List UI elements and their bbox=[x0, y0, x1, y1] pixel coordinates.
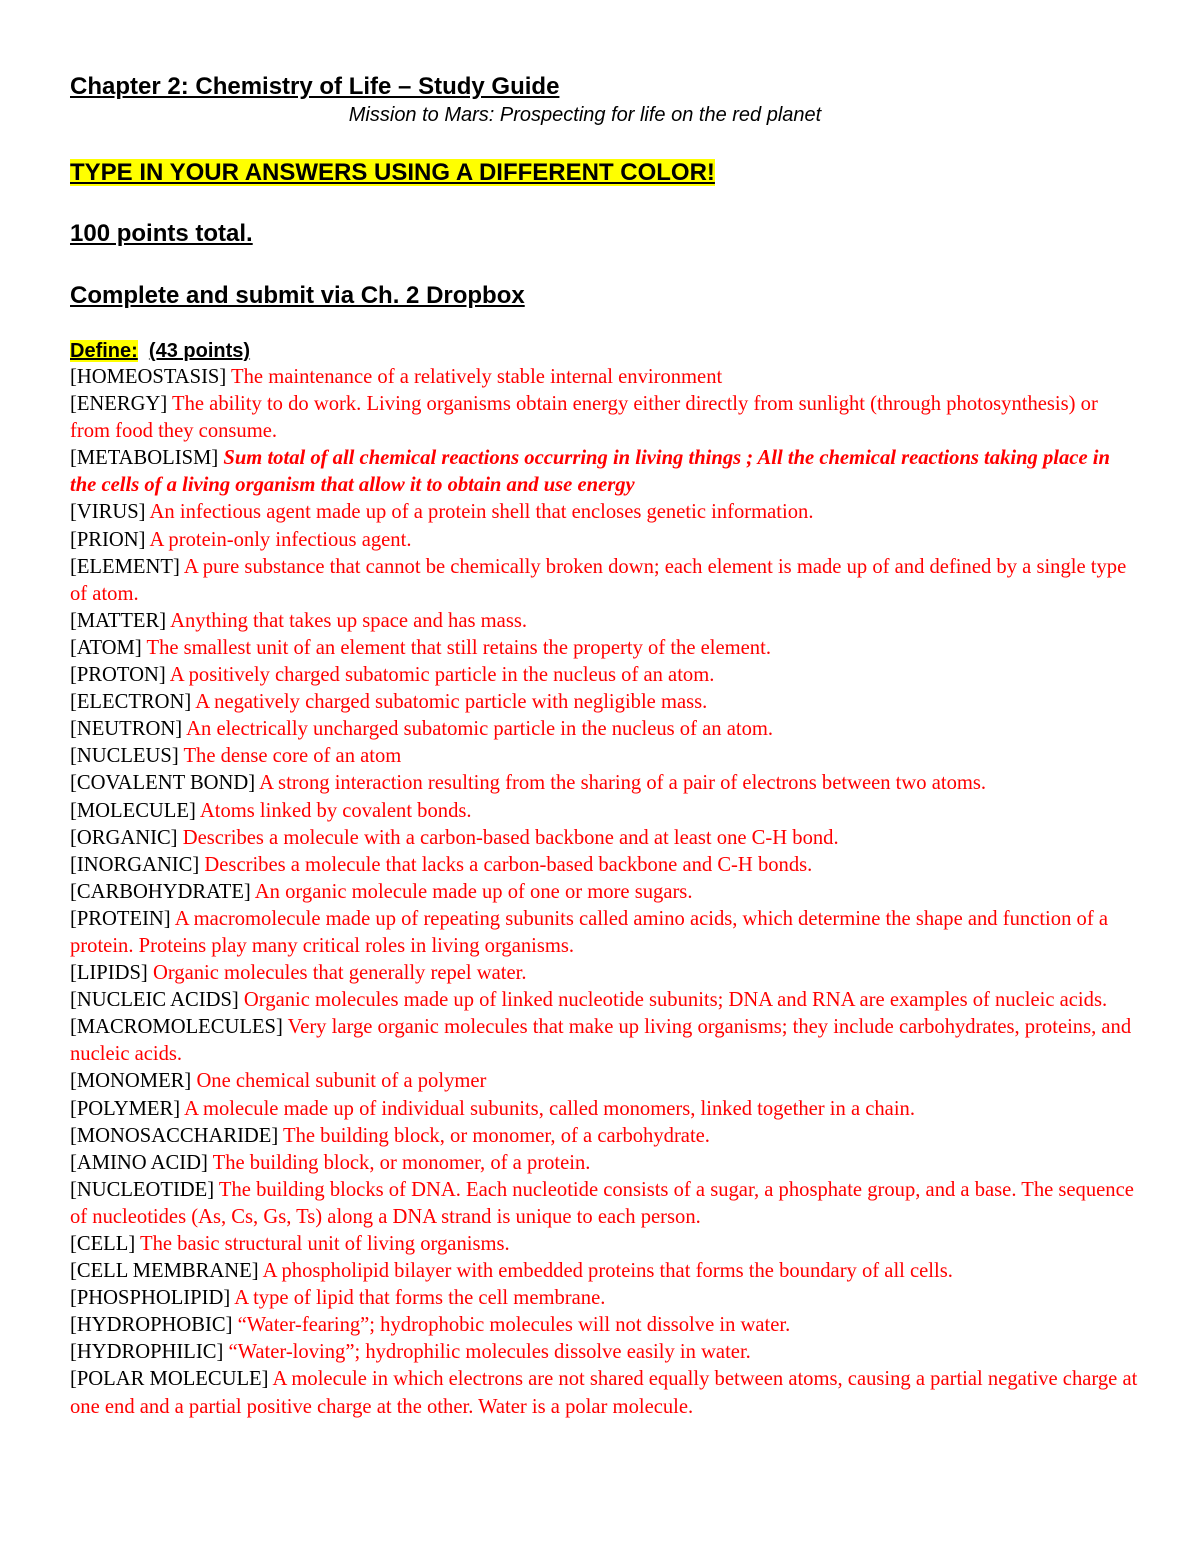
definition-item bbox=[70, 1014, 1140, 1068]
page-title: Chapter 2: Chemistry of Life – Study Guide bbox=[70, 73, 560, 100]
definition-list bbox=[70, 364, 1140, 1421]
definition-item bbox=[70, 689, 1140, 716]
definition-answer: Describes a molecule with a carbon-based backbone and at least one C-H bond. bbox=[182, 826, 839, 849]
definition-answer: An organic molecule made up of one or more sugars. bbox=[254, 880, 693, 903]
definition-answer: Describes a molecule that lacks a carbon-based backbone and C-H bonds. bbox=[204, 853, 813, 876]
definition-item bbox=[70, 1258, 1140, 1285]
definition-answer: A molecule made up of individual subunits, called monomers, linked together in a chain. bbox=[184, 1097, 915, 1120]
definition-item bbox=[70, 960, 1140, 987]
definition-answer: The building blocks of DNA. Each nucleotide consists of a sugar, a phosphate group, and a base. The sequence of nucleotides (As, Cs, Gs, Ts) along a DNA strand is unique to each person. bbox=[70, 1178, 1134, 1228]
definition-item bbox=[70, 1339, 1140, 1366]
definition-item bbox=[70, 879, 1140, 906]
definition-item bbox=[70, 1096, 1140, 1123]
definition-answer: Anything that takes up space and has mass. bbox=[170, 609, 527, 632]
definition-term: [HYDROPHILIC] bbox=[70, 1341, 224, 1364]
define-heading bbox=[70, 338, 1140, 364]
definition-answer: A pure substance that cannot be chemically broken down; each element is made up of and defined by a single type of atom. bbox=[70, 555, 1127, 605]
definition-term: [ENERGY] bbox=[70, 393, 168, 416]
definition-term: [LIPIDS] bbox=[70, 962, 148, 985]
definition-term: [MACROMOLECULES] bbox=[70, 1016, 283, 1039]
definition-term: [NUCLEIC ACIDS] bbox=[70, 989, 239, 1012]
submit-note: Complete and submit via Ch. 2 Dropbox bbox=[70, 282, 525, 309]
definition-item bbox=[70, 1123, 1140, 1150]
definition-item bbox=[70, 1285, 1140, 1312]
definition-term: [CARBOHYDRATE] bbox=[70, 880, 251, 903]
definition-term: [ELEMENT] bbox=[70, 555, 180, 578]
definition-answer: Atoms linked by covalent bonds. bbox=[199, 799, 472, 822]
definition-answer: Very large organic molecules that make up living organisms; they include carbohydrates, proteins, and nucleic acids. bbox=[70, 1016, 1132, 1066]
definition-answer: “Water-loving”; hydrophilic molecules dissolve easily in water. bbox=[228, 1341, 751, 1364]
definition-term: [NUCLEUS] bbox=[70, 745, 179, 768]
definition-answer: The basic structural unit of living organisms. bbox=[139, 1233, 510, 1255]
definition-answer: An electrically uncharged subatomic particle in the nucleus of an atom. bbox=[186, 718, 774, 741]
definition-item bbox=[70, 608, 1140, 635]
definition-item bbox=[70, 743, 1140, 770]
definition-item bbox=[70, 906, 1140, 960]
definition-term: [MONOSACCHARIDE] bbox=[70, 1124, 279, 1147]
define-points: (43 points) bbox=[148, 340, 251, 362]
definition-item bbox=[70, 770, 1140, 797]
definition-item bbox=[70, 662, 1140, 689]
definition-term: [METABOLISM] bbox=[70, 447, 219, 470]
definition-answer: Organic molecules that generally repel water. bbox=[152, 962, 527, 985]
definition-term: [ELECTRON] bbox=[70, 691, 192, 714]
definition-answer: Organic molecules made up of linked nucleotide subunits; DNA and RNA are examples of nucleic acids. bbox=[243, 989, 1108, 1012]
definition-item bbox=[70, 391, 1140, 445]
definition-answer: A strong interaction resulting from the sharing of a pair of electrons between two atoms. bbox=[259, 772, 987, 795]
definition-term: [PHOSPHOLIPID] bbox=[70, 1287, 231, 1310]
definition-answer: The maintenance of a relatively stable internal environment bbox=[231, 366, 723, 388]
instruction-heading bbox=[70, 158, 1140, 188]
definition-answer: A type of lipid that forms the cell membrane. bbox=[234, 1287, 606, 1310]
definition-answer: A negatively charged subatomic particle with negligible mass. bbox=[195, 691, 708, 714]
definition-term: [INORGANIC] bbox=[70, 853, 200, 876]
definition-item bbox=[70, 554, 1140, 608]
define-label: Define: bbox=[70, 340, 138, 362]
points-total: 100 points total. bbox=[70, 220, 253, 247]
definition-item bbox=[70, 1231, 1140, 1258]
instruction-text: TYPE IN YOUR ANSWERS USING A DIFFERENT COLOR! bbox=[70, 159, 715, 186]
definition-answer: A macromolecule made up of repeating subunits called amino acids, which determine the shape and function of a protein. Proteins play many critical roles in living organisms. bbox=[70, 907, 1108, 957]
definition-answer: One chemical subunit of a polymer bbox=[196, 1070, 487, 1093]
document-page bbox=[70, 72, 1140, 1421]
definition-item bbox=[70, 1150, 1140, 1177]
definition-term: [PROTEIN] bbox=[70, 907, 171, 930]
definition-term: [ATOM] bbox=[70, 636, 142, 659]
definition-answer: The dense core of an atom bbox=[183, 745, 402, 768]
definition-answer: Sum total of all chemical reactions occurring in living things ; All the chemical reactions taking place in the cells of a living organism that allow it to obtain and use energy bbox=[70, 447, 1110, 497]
definition-term: [MONOMER] bbox=[70, 1070, 192, 1093]
definition-item bbox=[70, 1312, 1140, 1339]
definition-answer: A molecule in which electrons are not shared equally between atoms, causing a partial negative charge at one end and a partial positive charge at the other. Water is a polar molecule. bbox=[70, 1368, 1138, 1418]
definition-term: [POLYMER] bbox=[70, 1097, 181, 1120]
definition-term: [HOMEOSTASIS] bbox=[70, 366, 227, 388]
definition-term: [MOLECULE] bbox=[70, 799, 196, 822]
definition-item bbox=[70, 716, 1140, 743]
definition-term: [PROTON] bbox=[70, 664, 166, 687]
definition-answer: The building block, or monomer, of a carbohydrate. bbox=[283, 1124, 710, 1147]
definition-item bbox=[70, 364, 1140, 391]
definition-item bbox=[70, 445, 1140, 499]
definition-item bbox=[70, 635, 1140, 662]
definition-answer: A protein-only infectious agent. bbox=[149, 528, 412, 551]
definition-item bbox=[70, 825, 1140, 852]
definition-answer: The ability to do work. Living organisms obtain energy either directly from sunlight (through photosynthesis) or from food they consume. bbox=[70, 393, 1098, 443]
definition-item bbox=[70, 499, 1140, 526]
definition-answer: An infectious agent made up of a protein shell that encloses genetic information. bbox=[149, 501, 814, 524]
definition-term: [CELL] bbox=[70, 1233, 136, 1255]
definition-term: [MATTER] bbox=[70, 609, 167, 632]
definition-item bbox=[70, 987, 1140, 1014]
definition-item bbox=[70, 1177, 1140, 1231]
definition-answer: “Water-fearing”; hydrophobic molecules will not dissolve in water. bbox=[237, 1314, 791, 1337]
definition-item bbox=[70, 1366, 1140, 1420]
page-subtitle: Mission to Mars: Prospecting for life on the red planet bbox=[348, 104, 822, 126]
definition-term: [NEUTRON] bbox=[70, 718, 183, 741]
definition-term: [POLAR MOLECULE] bbox=[70, 1368, 269, 1391]
definition-term: [AMINO ACID] bbox=[70, 1151, 208, 1174]
definition-term: [COVALENT BOND] bbox=[70, 772, 256, 795]
definition-item bbox=[70, 798, 1140, 825]
definition-term: [ORGANIC] bbox=[70, 826, 178, 849]
definition-item bbox=[70, 1068, 1140, 1095]
definition-answer: A phospholipid bilayer with embedded proteins that forms the boundary of all cells. bbox=[262, 1260, 953, 1283]
definition-answer: The building block, or monomer, of a protein. bbox=[212, 1151, 591, 1174]
definition-term: [PRION] bbox=[70, 528, 146, 551]
definition-term: [HYDROPHOBIC] bbox=[70, 1314, 233, 1337]
definition-term: [CELL MEMBRANE] bbox=[70, 1260, 259, 1283]
definition-answer: A positively charged subatomic particle in the nucleus of an atom. bbox=[169, 664, 715, 687]
definition-item bbox=[70, 527, 1140, 554]
definition-term: [NUCLEOTIDE] bbox=[70, 1178, 215, 1201]
definition-term: [VIRUS] bbox=[70, 501, 146, 524]
definition-item bbox=[70, 852, 1140, 879]
definition-answer: The smallest unit of an element that still retains the property of the element. bbox=[146, 636, 771, 659]
